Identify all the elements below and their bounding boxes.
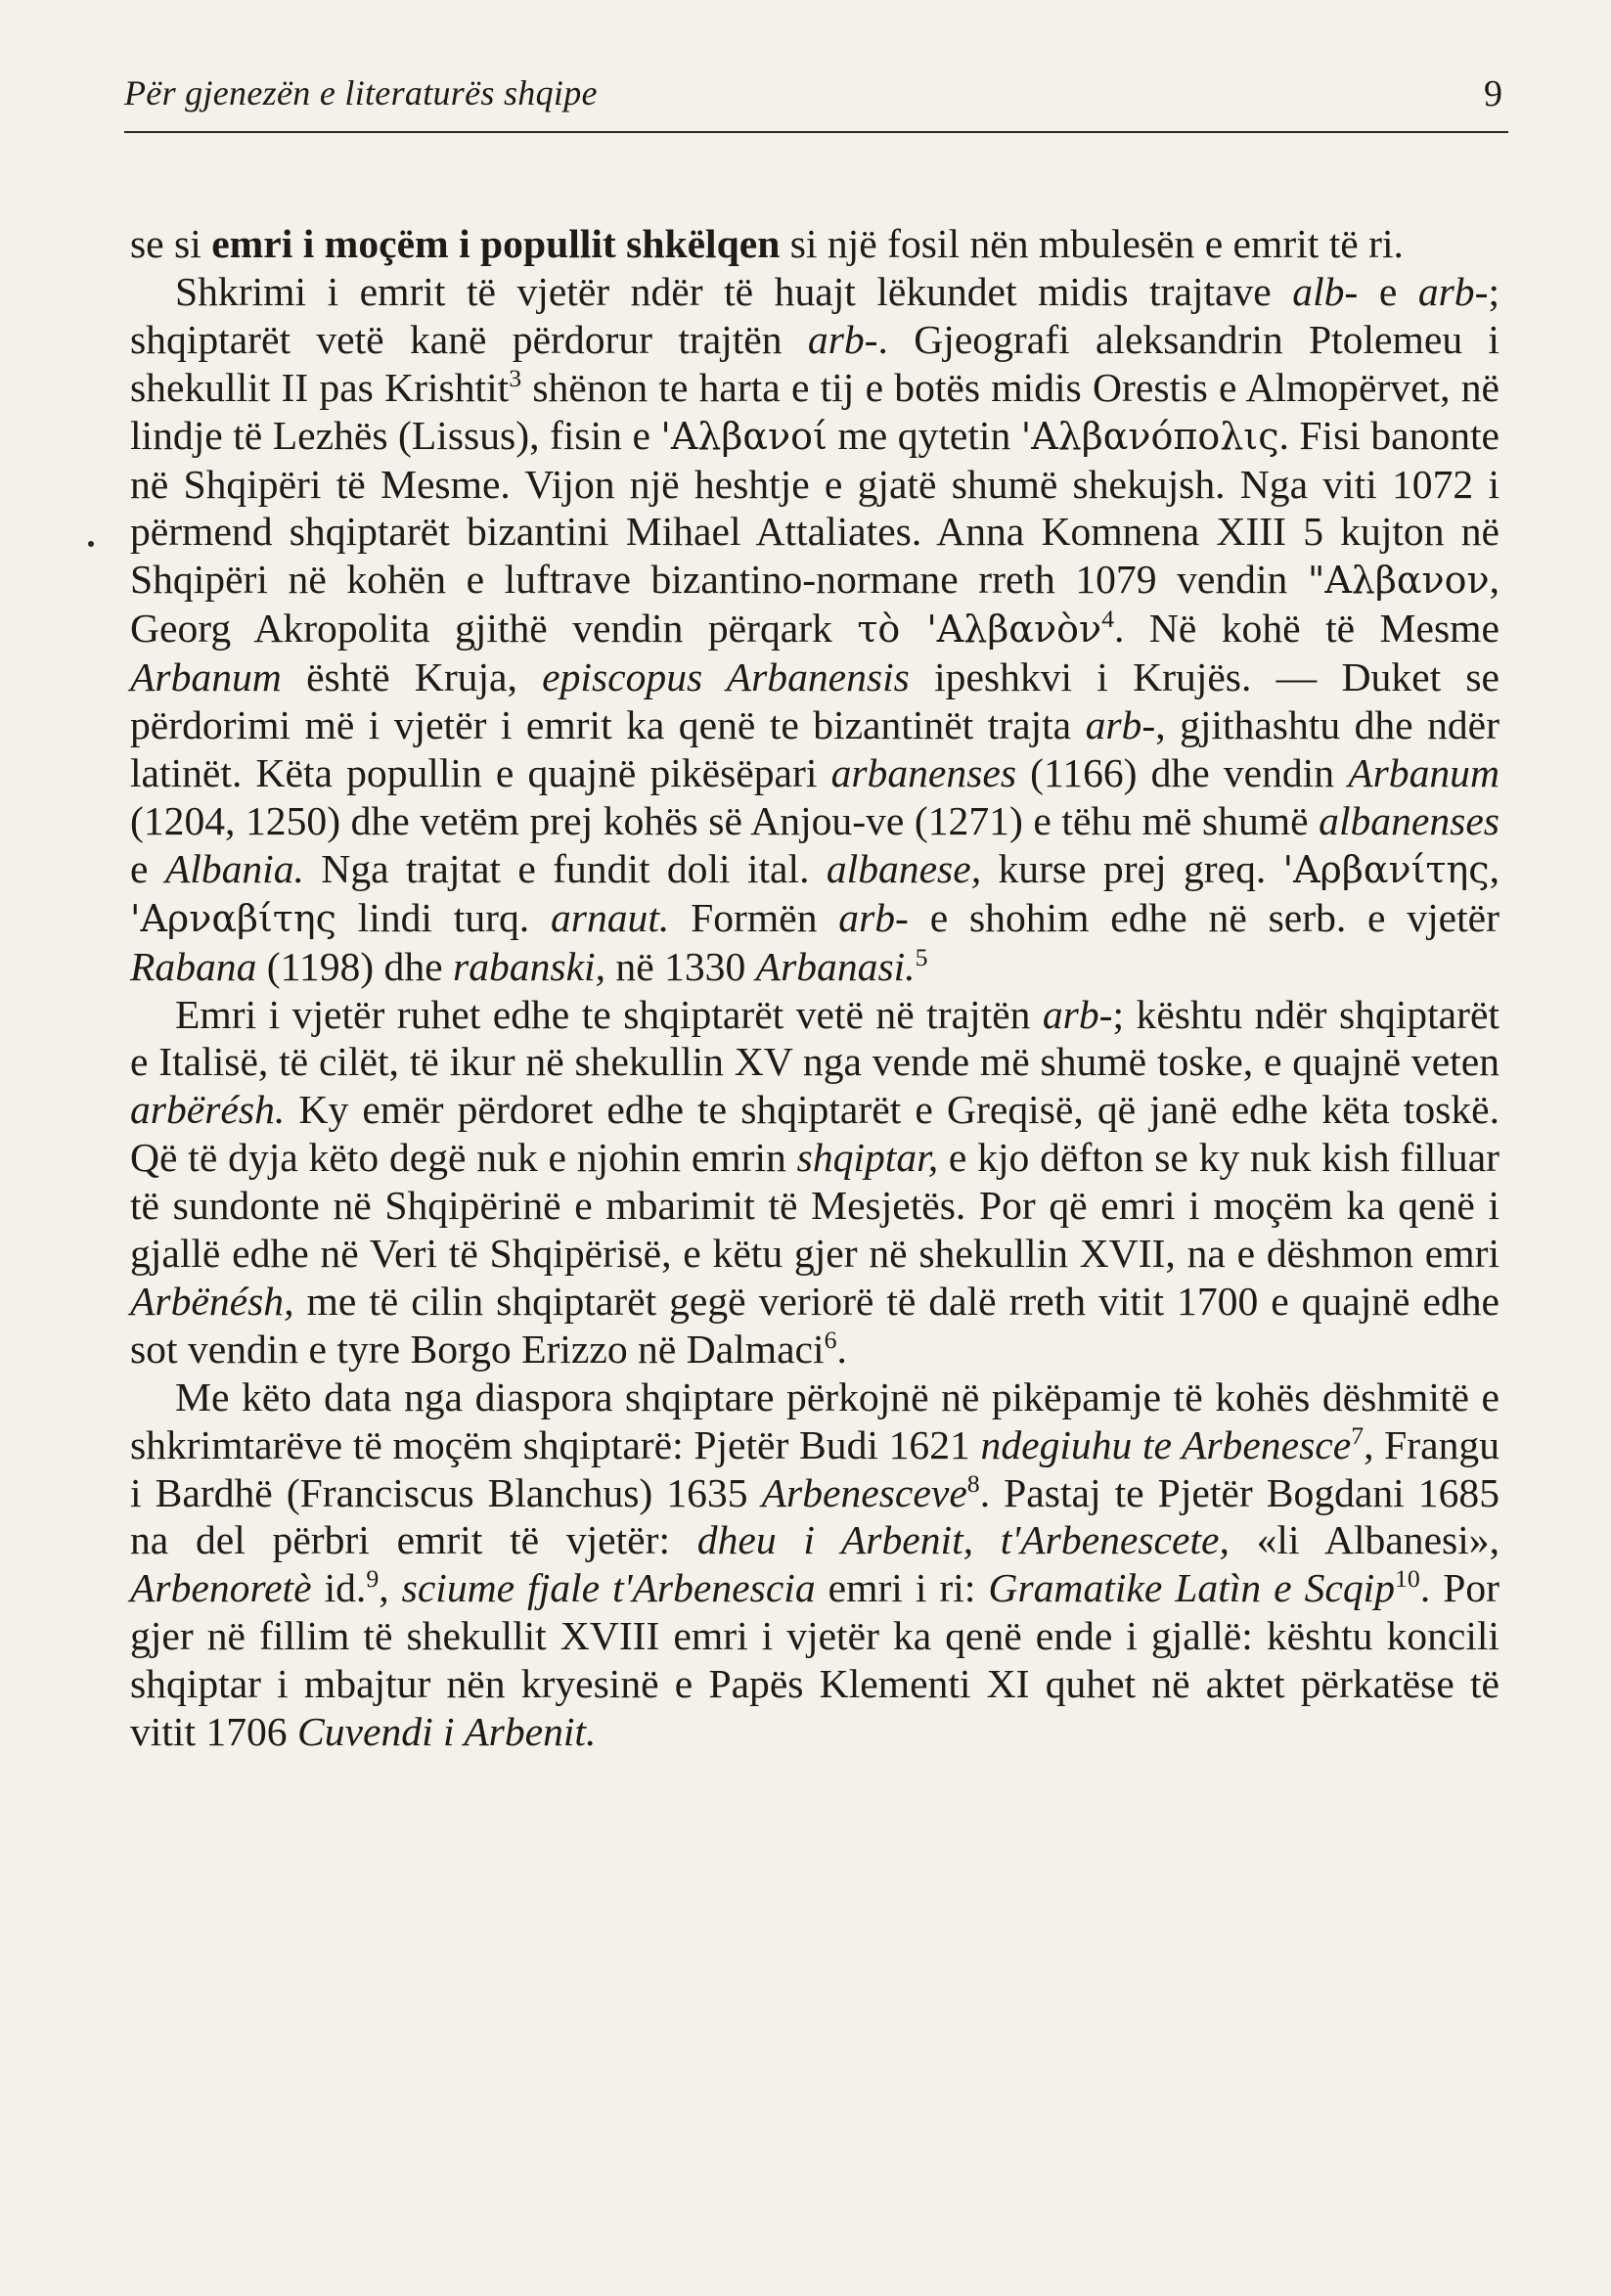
- text-run: e: [130, 845, 165, 891]
- footnote-ref: 3: [509, 363, 522, 392]
- text-run: me të cilin shqiptarët gegë veriorë të dalë rreth vitit 1700 e quajnë edhe sot vendin e tyre Borgo Erizzo në Dalmaci: [130, 1278, 1499, 1372]
- text-run: e: [1358, 268, 1418, 314]
- text-run: ipeshkvi i Krujës. — Duket se përdorimi më i vjetër i emrit ka qenë te bizantinët trajta: [130, 654, 1500, 748]
- footnote-ref: 6: [824, 1325, 837, 1354]
- text-run: ; kështu ndër shqiptarët e Italisë, të cilët, të ikur në shekullin XV nga vende më shumë toske, e quajnë veten: [130, 991, 1499, 1085]
- text-run: kurse prej greq.: [981, 845, 1283, 891]
- italic-run: alb-: [1292, 268, 1359, 314]
- italic-run: Arbënésh,: [130, 1278, 294, 1324]
- text-run: është Kruja,: [281, 654, 543, 700]
- paragraph-3: [130, 991, 1499, 1373]
- italic-run: albanenses: [1319, 797, 1499, 843]
- italic-run: sciume fjale t'Arbenescia: [401, 1565, 816, 1611]
- paragraph-2: [130, 268, 1499, 991]
- footnote-ref: 5: [915, 942, 928, 971]
- italic-run: Gramatike Latìn e Scqip: [988, 1565, 1396, 1611]
- italic-run: ndegiuhu te Arbenesce: [980, 1421, 1352, 1467]
- running-title: Për gjenezën e literaturës shqipe: [124, 73, 598, 113]
- text-run: shënon te harta e tij e botës midis Orestis e Almopërvet, në lindje të Lezhës (Lissus), fisin e: [130, 364, 1499, 458]
- italic-run: Arbanum: [130, 654, 282, 700]
- text-run: ; shqiptarët vetë kanë përdorur trajtën: [130, 268, 1500, 362]
- text-run: «li Albanesi»,: [1229, 1517, 1499, 1563]
- text-run: e kjo dëfton se ky nuk kish filluar të sundonte në Shqipërinë e mbarimit të Mesjetës. Por që emri i moçëm ka qenë i gjallë edhe në Veri të Shqipërisë, e këtu gjer në shekullin XVII, na e dëshmon emri: [130, 1135, 1500, 1277]
- italic-run: Arbenesceve: [761, 1469, 967, 1515]
- text-run: , Frangu i Bardhë (Franciscus Blanchus) 1635: [130, 1421, 1499, 1515]
- text-run: ,: [1489, 845, 1499, 891]
- greek-run: "Αλβανον: [1307, 559, 1490, 603]
- text-run: Shkrimi i emrit të vjetër ndër të huajt lëkundet midis trajtave: [175, 268, 1293, 314]
- text-run: (1198) dhe: [256, 943, 454, 989]
- text-run: . Pastaj te Pjetër Bogdani 1685 na del përbri emrit të vjetër:: [130, 1469, 1499, 1563]
- italic-run: Rabana: [130, 943, 257, 989]
- text-run: Me këto data nga diaspora shqiptare përkojnë në pikëpamje të kohës dëshmitë e shkrimtarëve të moçëm shqiptarë: Pjetër Budi 1621: [130, 1373, 1499, 1467]
- text-run: .: [836, 1326, 847, 1372]
- italic-run: rabanski,: [453, 943, 605, 989]
- footnote-ref: 10: [1395, 1564, 1420, 1594]
- running-head: [124, 72, 1508, 133]
- italic-run: arbërésh.: [130, 1087, 286, 1133]
- text-run: , Georg Akropolita gjithë vendin përqark: [130, 557, 1499, 652]
- italic-run: shqiptar,: [796, 1135, 939, 1181]
- text-run: Ky emër përdoret edhe te shqiptarët e Greqisë, që janë edhe këta toskë. Që të dyja këto degë nuk e njohin emrin: [130, 1087, 1499, 1181]
- text-run: . Gjeografi aleksandrin Ptolemeu i shekullit II pas Krishtit: [130, 316, 1499, 410]
- greek-run: 'Αλβανοί: [660, 414, 828, 458]
- italic-run: Cuvendi i Arbenit.: [297, 1709, 597, 1755]
- italic-run: Albania.: [164, 845, 304, 891]
- text-run: me qytetin: [827, 412, 1021, 458]
- text-run: emri i ri:: [815, 1565, 989, 1611]
- text-run: . Por gjer në fillim të shekullit XVIII emri i vjetër ka qenë ende i gjallë: kështu koncili shqiptar i mbajtur nën kryesinë e Papës Klementi XI quhet në aktet përkatëse të vitit 1706: [130, 1565, 1499, 1755]
- text-run: Formën: [669, 894, 839, 940]
- text-run: e shohim edhe në serb. e vjetër: [908, 894, 1499, 940]
- text-run: si një fosil nën mbulesën e emrit të ri.: [780, 221, 1404, 266]
- italic-run: arb-: [1417, 268, 1489, 314]
- footnote-ref: 9: [366, 1564, 380, 1594]
- greek-run: 'Αλβανόπολις: [1020, 414, 1279, 458]
- footnote-ref: 4: [1101, 605, 1114, 634]
- text-run: (1204, 1250) dhe vetëm prej kohës së Anjou-ve (1271) e tëhu më shumë: [130, 797, 1320, 843]
- italic-run: arb-: [838, 894, 909, 940]
- italic-run: episcopus Arbanensis: [542, 654, 910, 700]
- greek-run: 'Αρβανίτης: [1282, 847, 1490, 891]
- italic-run: Arbenoretè: [130, 1565, 312, 1611]
- greek-run: 'Αρναβίτης: [130, 896, 336, 940]
- italic-run: arbanenses: [830, 749, 1017, 795]
- text-run: lindi turq.: [336, 894, 551, 940]
- paragraph-4: [130, 1373, 1499, 1756]
- text-run: se si: [130, 221, 212, 266]
- italic-run: arb-: [1042, 991, 1113, 1037]
- text-run: id.: [311, 1565, 367, 1611]
- footnote-ref: 8: [966, 1468, 980, 1498]
- text-run: Nga trajtat e fundit doli ital.: [303, 845, 827, 891]
- text-run: , gjithashtu dhe ndër latinët. Këta popullin e quajnë pikësëpari: [130, 702, 1499, 795]
- text-run: ,: [379, 1565, 402, 1611]
- text-run: Emri i vjetër ruhet edhe te shqiptarët vetë në trajtën: [175, 991, 1043, 1037]
- page-number: 9: [1484, 73, 1502, 114]
- footnote-ref: 7: [1351, 1420, 1365, 1450]
- italic-run: albanese,: [826, 845, 982, 891]
- margin-mark: [88, 541, 94, 547]
- italic-run: Arbanum: [1348, 749, 1499, 795]
- italic-run: arb-: [1085, 702, 1156, 748]
- italic-run: arnaut.: [550, 894, 670, 940]
- bold-run: emri i moçëm i popullit shkëlqen: [211, 221, 781, 266]
- text-run: në 1330: [605, 943, 756, 989]
- italic-run: arb-: [807, 316, 878, 362]
- text-run: . Fisi banonte në Shqipëri të Mesme. Vijon një heshtje e gjatë shumë shekujsh. Nga viti 1072 i përmend shqiptarët bizantini Mihael Attaliates. Anna Komnena XIII 5 kujton në Shqipëri në kohën e luftrave bizantino-normane rreth 1079 vendin: [130, 412, 1500, 603]
- text-run: . Në kohë të Mesme: [1113, 606, 1499, 652]
- paragraph-1: [130, 220, 1499, 268]
- body-text: [130, 220, 1499, 1756]
- italic-run: Arbanasi.: [755, 943, 916, 989]
- text-run: (1166) dhe vendin: [1016, 749, 1349, 795]
- italic-run: dheu i Arbenit, t'Arbenescete,: [696, 1517, 1230, 1563]
- greek-run: τὸ 'Αλβανὸν: [857, 608, 1102, 652]
